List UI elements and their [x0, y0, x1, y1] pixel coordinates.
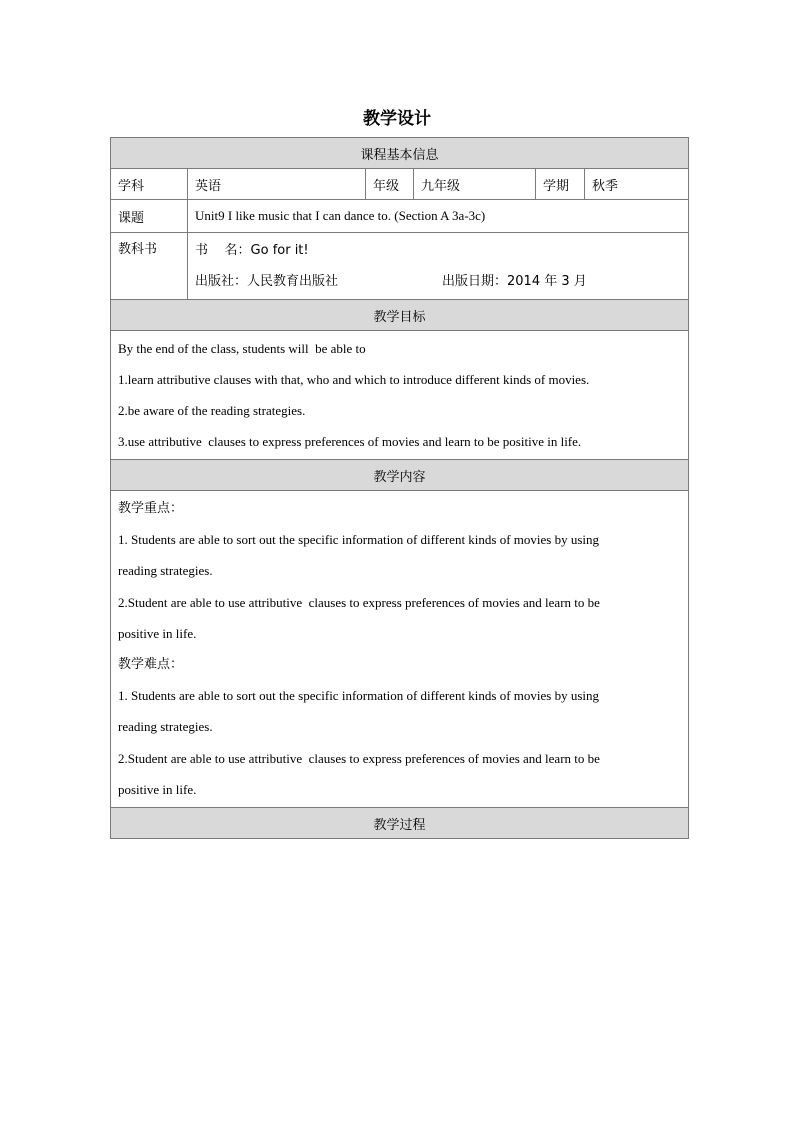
- content-cell: [111, 491, 689, 808]
- textbook-label: 教科书: [111, 233, 188, 300]
- subject-value: 英语: [188, 169, 366, 200]
- textbook-row: [111, 233, 689, 300]
- book-name: 书 名：Go for it!: [195, 243, 309, 258]
- section-title: 教学内容: [111, 460, 689, 491]
- grade-label: 年级: [366, 169, 414, 200]
- objectives-cell: [111, 331, 689, 460]
- objective-item: 2.be aware of the reading strategies.: [118, 403, 306, 418]
- section-header-process: [111, 808, 689, 839]
- key-point-item: 1. Students are able to sort out the specific information of different kinds of movies by using reading strategies.: [118, 532, 603, 579]
- key-points-label: 教学重点：: [118, 501, 184, 516]
- difficult-points-label: 教学难点：: [118, 657, 184, 673]
- publication-date: 出版日期：2014 年 3 月: [442, 274, 587, 289]
- section-header-basic-info: [111, 138, 689, 169]
- section-header-content: [111, 460, 689, 491]
- section-header-objectives: [111, 300, 689, 331]
- grade-value: 九年级: [414, 169, 536, 200]
- publisher: 出版社：人民教育出版社: [195, 274, 339, 289]
- page-title: 教学设计: [363, 109, 431, 129]
- topic-value: Unit9 I like music that I can dance to. (Section A 3a-3c): [188, 200, 689, 233]
- objective-item: 3.use attributive clauses to express preferences of movies and learn to be positive in life.: [118, 434, 582, 449]
- topic-row: [111, 200, 689, 233]
- lesson-plan-table: [110, 137, 689, 839]
- term-label: 学期: [536, 169, 585, 200]
- objectives-row: [111, 331, 689, 460]
- objectives-intro: By the end of the class, students will be able to: [118, 341, 366, 356]
- section-title: 教学过程: [111, 808, 689, 839]
- content-row: [111, 491, 689, 808]
- topic-label: 课题: [111, 200, 188, 233]
- term-value: 秋季: [585, 169, 689, 200]
- difficult-point-item: 1. Students are able to sort out the specific information of different kinds of movies by using reading strategies.: [118, 688, 603, 735]
- section-title: 教学目标: [111, 300, 689, 331]
- basic-info-row: [111, 169, 689, 200]
- subject-label: 学科: [111, 169, 188, 200]
- textbook-info: [188, 233, 689, 300]
- objective-item: 1.learn attributive clauses with that, who and which to introduce different kinds of movies.: [118, 372, 590, 387]
- key-point-item: 2.Student are able to use attributive clauses to express preferences of movies and learn to be positive in life.: [118, 594, 604, 641]
- publisher-line: [195, 266, 681, 297]
- difficult-point-item: 2.Student are able to use attributive clauses to express preferences of movies and learn to be positive in life.: [118, 750, 604, 797]
- section-title: 课程基本信息: [111, 138, 689, 169]
